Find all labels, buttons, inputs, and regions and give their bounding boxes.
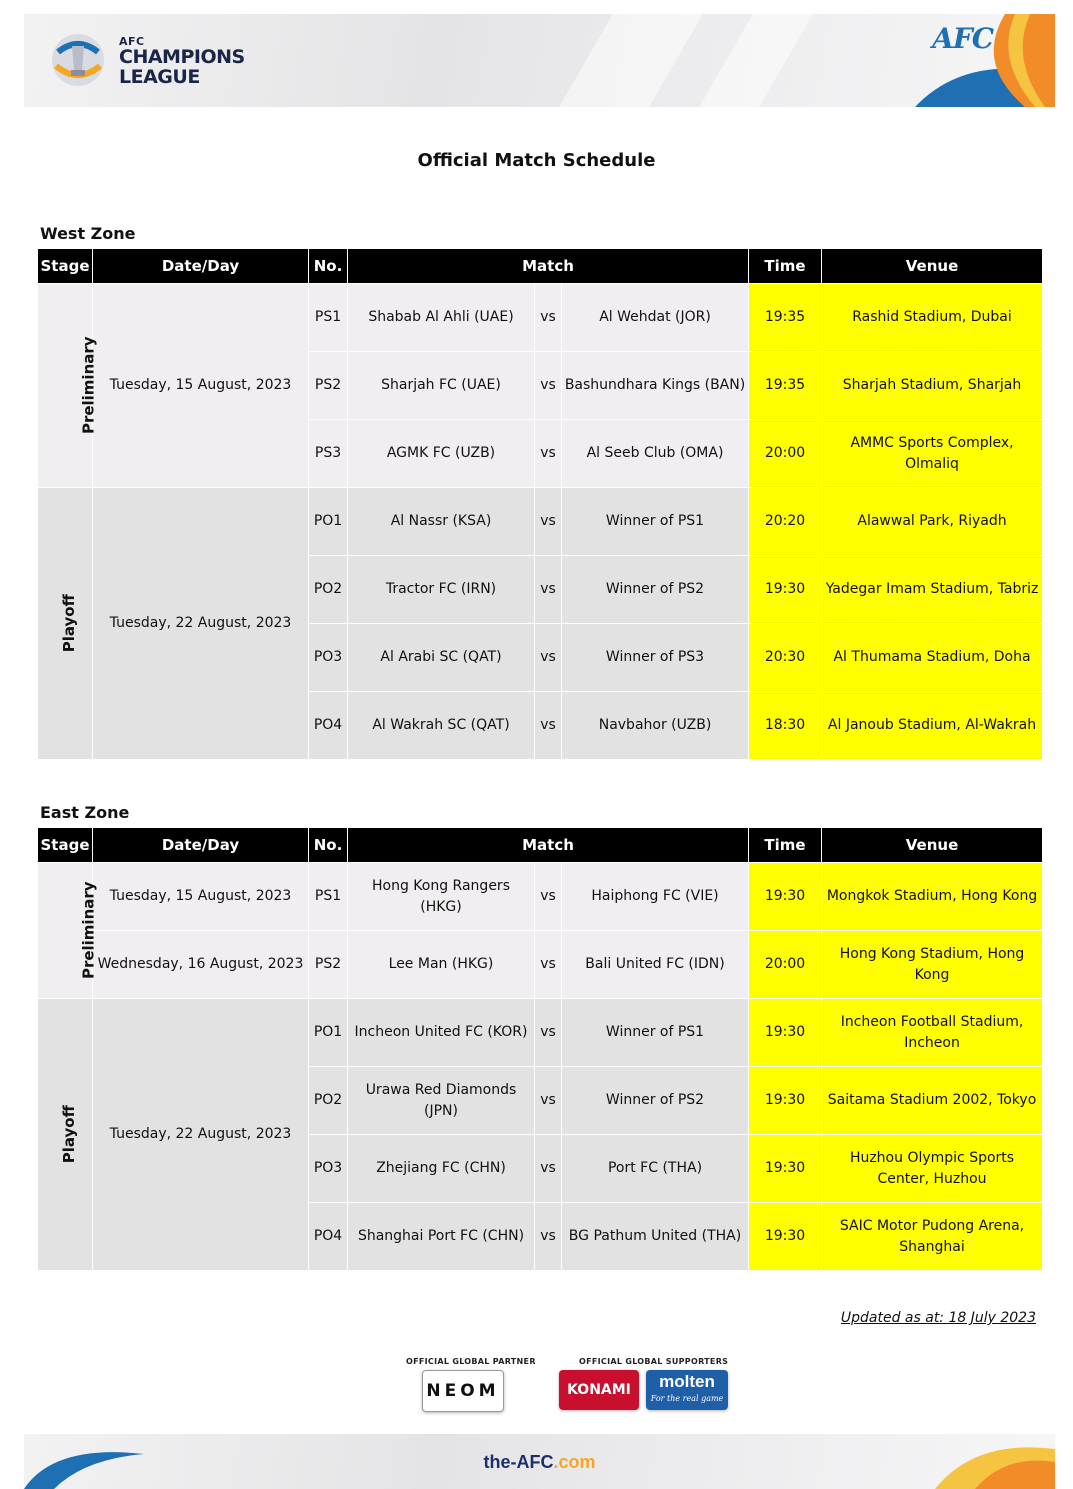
venue: Rashid Stadium, Dubai bbox=[822, 284, 1043, 352]
stage-cell bbox=[38, 284, 98, 488]
vs-label: vs bbox=[535, 420, 562, 488]
venue: Saitama Stadium 2002, Tokyo bbox=[822, 1067, 1043, 1135]
match-no: PS3 bbox=[309, 420, 348, 488]
home-team: Urawa Red Diamonds (JPN) bbox=[348, 1067, 535, 1135]
footer-banner bbox=[24, 1434, 1055, 1489]
match-no: PO1 bbox=[309, 488, 348, 556]
match-no: PO3 bbox=[309, 624, 348, 692]
date-cell: Tuesday, 15 August, 2023 bbox=[93, 863, 309, 931]
col-header-date: Date/Day bbox=[93, 828, 309, 863]
logo-line-2: LEAGUE bbox=[119, 66, 200, 88]
konami-logo: KONAMI bbox=[559, 1370, 639, 1410]
kickoff-time: 20:00 bbox=[749, 420, 822, 488]
venue: SAIC Motor Pudong Arena, Shanghai bbox=[822, 1203, 1043, 1271]
kickoff-time: 20:30 bbox=[749, 624, 822, 692]
updated-note: Updated as at: 18 July 2023 bbox=[840, 1310, 1036, 1326]
banner-stripe bbox=[689, 14, 818, 107]
date-cell: Tuesday, 15 August, 2023 bbox=[93, 284, 309, 488]
vs-label: vs bbox=[535, 1203, 562, 1271]
date-cell: Tuesday, 22 August, 2023 bbox=[93, 999, 309, 1271]
acl-wordmark bbox=[119, 36, 245, 87]
col-header-venue: Venue bbox=[822, 249, 1043, 284]
match-no: PS1 bbox=[309, 863, 348, 931]
away-team: Winner of PS1 bbox=[562, 999, 749, 1067]
kickoff-time: 19:30 bbox=[749, 1135, 822, 1203]
home-team: Al Arabi SC (QAT) bbox=[348, 624, 535, 692]
neom-logo: NEOM bbox=[422, 1370, 504, 1412]
away-team: Al Wehdat (JOR) bbox=[562, 284, 749, 352]
home-team: Tractor FC (IRN) bbox=[348, 556, 535, 624]
west-zone-label: West Zone bbox=[40, 224, 136, 243]
page-title: Official Match Schedule bbox=[417, 150, 656, 171]
col-header-date: Date/Day bbox=[93, 249, 309, 284]
banner-stripe bbox=[549, 14, 708, 107]
molten-wordmark: molten bbox=[659, 1372, 715, 1391]
kickoff-time: 19:30 bbox=[749, 863, 822, 931]
venue: Incheon Football Stadium, Incheon bbox=[822, 999, 1043, 1067]
col-header-time: Time bbox=[749, 828, 822, 863]
kickoff-time: 18:30 bbox=[749, 692, 822, 760]
kickoff-time: 19:30 bbox=[749, 1067, 822, 1135]
col-header-match: Match bbox=[348, 828, 749, 863]
match-no: PO4 bbox=[309, 692, 348, 760]
footer-site-suffix: .com bbox=[553, 1452, 596, 1472]
vs-label: vs bbox=[535, 624, 562, 692]
vs-label: vs bbox=[535, 1067, 562, 1135]
home-team: Al Nassr (KSA) bbox=[348, 488, 535, 556]
home-team: AGMK FC (UZB) bbox=[348, 420, 535, 488]
col-header-stage: Stage bbox=[38, 828, 93, 863]
kickoff-time: 19:30 bbox=[749, 1203, 822, 1271]
venue: AMMC Sports Complex, Olmaliq bbox=[822, 420, 1043, 488]
stage-label: Playoff bbox=[59, 594, 78, 653]
home-team: Al Wakrah SC (QAT) bbox=[348, 692, 535, 760]
venue: Al Janoub Stadium, Al-Wakrah bbox=[822, 692, 1043, 760]
molten-logo bbox=[646, 1370, 728, 1410]
kickoff-time: 20:00 bbox=[749, 931, 822, 999]
match-no: PO4 bbox=[309, 1203, 348, 1271]
away-team: Winner of PS2 bbox=[562, 556, 749, 624]
kickoff-time: 20:20 bbox=[749, 488, 822, 556]
home-team: Incheon United FC (KOR) bbox=[348, 999, 535, 1067]
table-row bbox=[38, 931, 1043, 999]
west-zone-table bbox=[37, 248, 1043, 760]
home-team: Shabab Al Ahli (UAE) bbox=[348, 284, 535, 352]
stage-label: Preliminary bbox=[79, 881, 98, 980]
stage-label: Playoff bbox=[59, 1105, 78, 1164]
vs-label: vs bbox=[535, 488, 562, 556]
col-header-no: No. bbox=[309, 828, 348, 863]
stage-cell bbox=[38, 863, 98, 999]
away-team: Port FC (THA) bbox=[562, 1135, 749, 1203]
kickoff-time: 19:35 bbox=[749, 284, 822, 352]
venue: Mongkok Stadium, Hong Kong bbox=[822, 863, 1043, 931]
home-team: Lee Man (HKG) bbox=[348, 931, 535, 999]
table-row bbox=[38, 863, 1043, 931]
supporters-caption: OFFICIAL GLOBAL SUPPORTERS bbox=[579, 1357, 729, 1366]
col-header-venue: Venue bbox=[822, 828, 1043, 863]
east-zone-label: East Zone bbox=[40, 803, 130, 822]
away-team: Winner of PS3 bbox=[562, 624, 749, 692]
acl-trophy-logo-icon bbox=[50, 32, 106, 88]
vs-label: vs bbox=[535, 284, 562, 352]
away-team: Bashundhara Kings (BAN) bbox=[562, 352, 749, 420]
logo-line-1: CHAMPIONS bbox=[119, 46, 245, 68]
footer-site-name: the-AFC bbox=[483, 1452, 554, 1472]
table-header-row bbox=[38, 828, 1043, 863]
match-no: PO2 bbox=[309, 1067, 348, 1135]
venue: Alawwal Park, Riyadh bbox=[822, 488, 1043, 556]
col-header-time: Time bbox=[749, 249, 822, 284]
venue: Huzhou Olympic Sports Center, Huzhou bbox=[822, 1135, 1043, 1203]
vs-label: vs bbox=[535, 931, 562, 999]
match-no: PS2 bbox=[309, 931, 348, 999]
stage-cell bbox=[38, 999, 93, 1271]
vs-label: vs bbox=[535, 556, 562, 624]
home-team: Zhejiang FC (CHN) bbox=[348, 1135, 535, 1203]
away-team: Haiphong FC (VIE) bbox=[562, 863, 749, 931]
molten-tagline: For the real game bbox=[650, 1394, 724, 1403]
match-no: PO1 bbox=[309, 999, 348, 1067]
match-no: PO3 bbox=[309, 1135, 348, 1203]
kickoff-time: 19:30 bbox=[749, 999, 822, 1067]
away-team: BG Pathum United (THA) bbox=[562, 1203, 749, 1271]
match-no: PO2 bbox=[309, 556, 348, 624]
date-cell: Wednesday, 16 August, 2023 bbox=[93, 931, 309, 999]
away-team: Winner of PS1 bbox=[562, 488, 749, 556]
logo-small-text: AFC bbox=[119, 35, 145, 48]
home-team: Hong Kong Rangers (HKG) bbox=[348, 863, 535, 931]
col-header-stage: Stage bbox=[38, 249, 93, 284]
kickoff-time: 19:35 bbox=[749, 352, 822, 420]
venue: Hong Kong Stadium, Hong Kong bbox=[822, 931, 1043, 999]
vs-label: vs bbox=[535, 999, 562, 1067]
vs-label: vs bbox=[535, 352, 562, 420]
kickoff-time: 19:30 bbox=[749, 556, 822, 624]
vs-label: vs bbox=[535, 863, 562, 931]
stage-label: Preliminary bbox=[79, 336, 98, 435]
home-team: Shanghai Port FC (CHN) bbox=[348, 1203, 535, 1271]
match-no: PS1 bbox=[309, 284, 348, 352]
afc-logo-icon: AFC bbox=[932, 22, 993, 55]
home-team: Sharjah FC (UAE) bbox=[348, 352, 535, 420]
header-banner bbox=[24, 14, 1055, 107]
vs-label: vs bbox=[535, 1135, 562, 1203]
col-header-no: No. bbox=[309, 249, 348, 284]
table-row bbox=[38, 999, 1043, 1067]
away-team: Navbahor (UZB) bbox=[562, 692, 749, 760]
table-row bbox=[38, 488, 1043, 556]
table-row bbox=[38, 284, 1043, 352]
stage-cell bbox=[38, 488, 93, 760]
venue: Yadegar Imam Stadium, Tabriz bbox=[822, 556, 1043, 624]
col-header-match: Match bbox=[348, 249, 749, 284]
table-header-row bbox=[38, 249, 1043, 284]
away-team: Al Seeb Club (OMA) bbox=[562, 420, 749, 488]
east-zone-table bbox=[37, 827, 1043, 1271]
partner-caption: OFFICIAL GLOBAL PARTNER bbox=[406, 1357, 536, 1366]
venue: Al Thumama Stadium, Doha bbox=[822, 624, 1043, 692]
vs-label: vs bbox=[535, 692, 562, 760]
match-no: PS2 bbox=[309, 352, 348, 420]
away-team: Winner of PS2 bbox=[562, 1067, 749, 1135]
footer-site-link[interactable] bbox=[24, 1452, 1055, 1473]
away-team: Bali United FC (IDN) bbox=[562, 931, 749, 999]
date-cell: Tuesday, 22 August, 2023 bbox=[93, 488, 309, 760]
venue: Sharjah Stadium, Sharjah bbox=[822, 352, 1043, 420]
